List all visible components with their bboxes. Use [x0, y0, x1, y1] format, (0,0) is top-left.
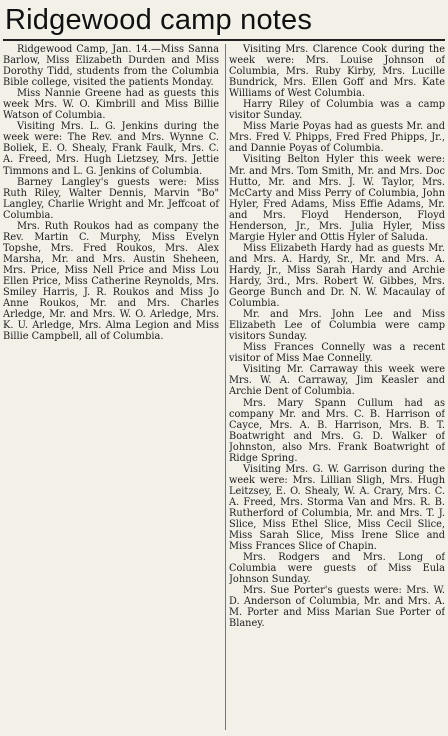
headline-rule: [3, 39, 445, 41]
paragraph: Miss Marie Poyas had as guests Mr. and Mrs. Fred V. Phipps, Fred Fred Phipps, Jr., and Dannie Poyas of Columbia.: [229, 121, 446, 155]
headline: Ridgewood camp notes: [5, 4, 313, 36]
article-body: [3, 44, 445, 730]
paragraph: Mrs. Ruth Roukos had as company the Rev. Martin C. Murphy, Miss Evelyn Topshe, Mrs. Fred Roukos, Mrs. Alex Marsha, Mr. and Mrs. Austin Sheheen, Mrs. Price, Miss Nell Price and Miss Lou Ellen Price, Miss Catherine Reynolds, Mrs. Smiley Harris, J. R. Roukos and Miss Jo Anne Roukos, Mr. and Mrs. Charles Arledge, Mr. and Mrs. W. O. Arledge, Mrs. K. U. Arledge, Mrs. Alma Legion and Miss Billie Campbell, all of Columbia.: [3, 220, 220, 343]
paragraph: Mrs. Rodgers and Mrs. Long of Columbia were guests of Miss Eula Johnson Sunday.: [229, 552, 446, 586]
paragraph: Barney Langley's guests were: Miss Ruth Riley, Walter Dennis, Marvin "Bo" Langley, Charlie Wright and Mr. Jeffcoat of Columbia.: [3, 176, 220, 221]
paragraph: Visiting Mrs. L. G. Jenkins during the week were: The Rev. and Mrs. Wynne C. Boliek, E. O. Shealy, Frank Faulk, Mrs. C. A. Freed, Mrs. Hugh Lietzsey, Mrs. Jettie Timmons and L. G. Jenkins of Columbia.: [3, 121, 220, 177]
paragraph: Visiting Mrs. G. W. Garrison during the week were: Mrs. Lillian Sligh, Mrs. Hugh Leitzsey, E. O. Shealy, W. A. Crary, Mrs. C. A. Freed, Mrs. Storma Van and Mrs. R. B. Rutherford of Columbia, Mr. and Mrs. T. J. Slice, Miss Ethel Slice, Miss Cecil Slice, Miss Sarah Slice, Miss Irene Slice and Miss Frances Slice of Chapin.: [229, 463, 446, 553]
paragraph: Visiting Mr. Carraway this week were Mrs. W. A. Carraway, Jim Keasler and Archie Dent of Columbia.: [229, 364, 446, 398]
left-column: [3, 44, 222, 730]
paragraph: Miss Elizabeth Hardy had as guests Mr. and Mrs. A. Hardy, Sr., Mr. and Mrs. A. Hardy, Jr., Miss Sarah Hardy and Archie Hardy, 3rd., Mrs. Robert W. Gibbes, Mrs. George Bunch and Dr. N. W. Macaulay of Columbia.: [229, 242, 446, 310]
paragraph: Harry Riley of Columbia was a camp visitor Sunday.: [229, 99, 446, 122]
paragraph: Miss Nannie Greene had as guests this week Mrs. W. O. Kimbrill and Miss Billie Watson of Columbia.: [3, 88, 220, 122]
paragraph: Ridgewood Camp, Jan. 14.—Miss Sanna Barlow, Miss Elizabeth Durden and Miss Dorothy Tidd, students from the Columbia Bible college, visited the patients Monday.: [3, 44, 220, 89]
column-divider: [225, 44, 226, 730]
paragraph: Visiting Belton Hyler this week were: Mr. and Mrs. Tom Smith, Mr. and Mrs. Doc Hutto, Mr. and Mrs. J. W. Taylor, Mrs. McCarty and Miss Perry of Columbia, John Hyler, Fred Adams, Miss Effie Adams, Mr. and Mrs. Floyd Henderson, Floyd Henderson, Jr., Mrs. Julia Hyler, Miss Margie Hyler and Ottis Hyler of Saluda.: [229, 154, 446, 243]
right-column: [229, 44, 445, 730]
paragraph: Miss Frances Connelly was a recent visitor of Miss Mae Connelly.: [229, 342, 446, 365]
paragraph: Mrs. Mary Spann Cullum had as company Mr. and Mrs. C. B. Harrison of Cayce, Mrs. A. B. Harrison, Mrs. B. T. Boatwright and Mrs. G. D. Walker of Johnston, also Mrs. Frank Boatwright of Ridge Spring.: [229, 397, 446, 464]
paragraph: Mrs. Sue Porter's guests were: Mrs. W. D. Anderson of Columbia, Mr. and Mrs. A. M. Porter and Miss Marian Sue Porter of Blaney.: [229, 585, 446, 630]
paragraph: Mr. and Mrs. John Lee and Miss Elizabeth Lee of Columbia were camp visitors Sunday.: [229, 309, 446, 343]
paragraph: Visiting Mrs. Clarence Cook during the week were: Mrs. Louise Johnson of Columbia, Mrs. Ruby Kirby, Mrs. Lucille Bundrick, Mrs. Ellen Goff and Mrs. Kate Williams of West Columbia.: [229, 44, 446, 100]
